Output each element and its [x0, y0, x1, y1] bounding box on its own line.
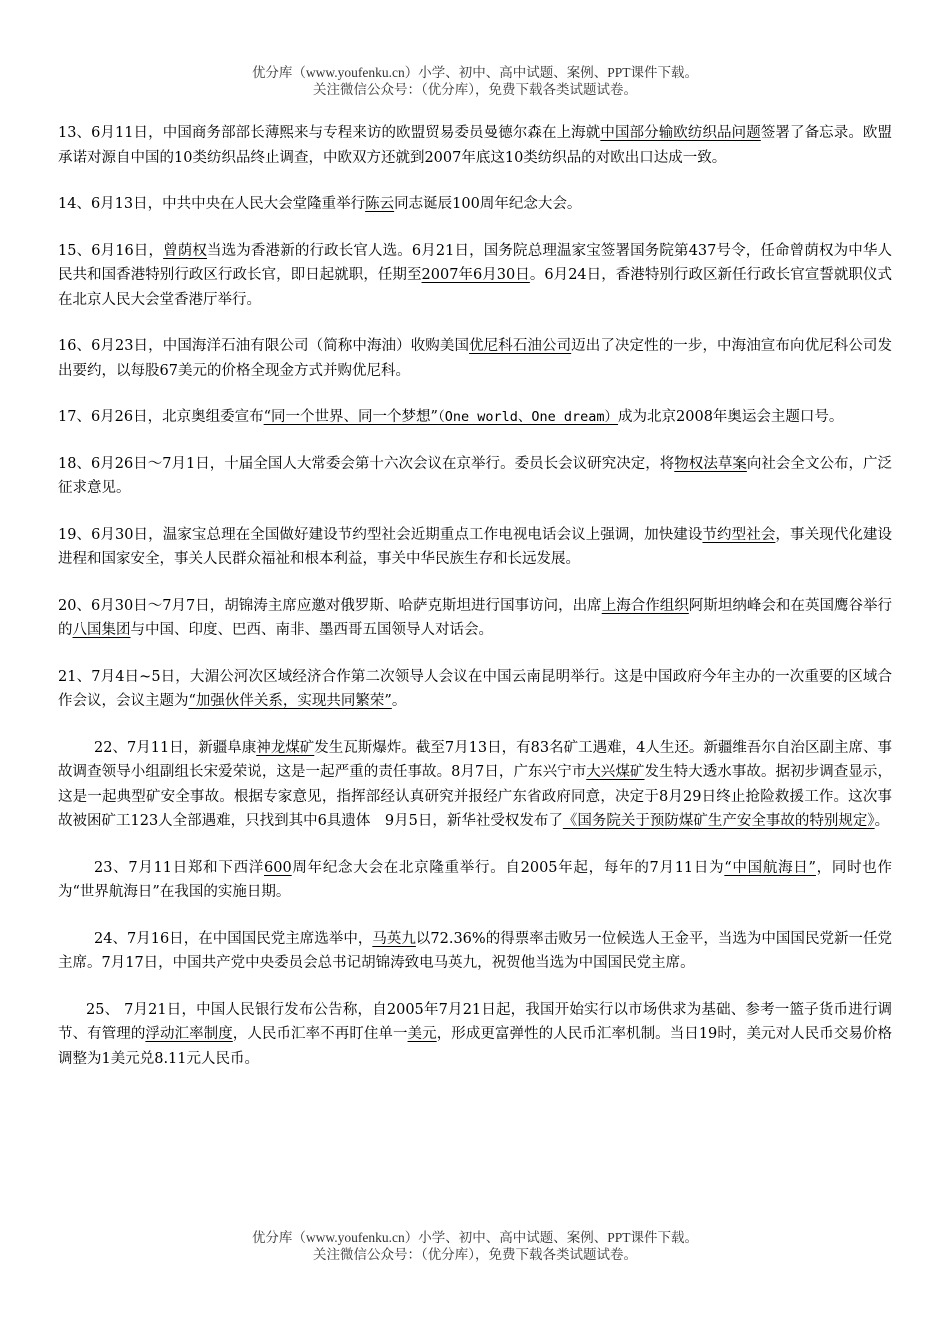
paragraph-21: 21、7月4日~5日，大湄公河次区域经济合作第二次领导人会议在中国云南昆明举行。这是中国政府今年主办的一次重要的区域合作会议，会议主题为“加强伙伴关系，实现共同繁荣”。: [58, 668, 892, 709]
underlined-term: 大兴煤矿: [586, 764, 645, 780]
paragraph-18: 18、6月26日～7月1日，十届全国人大常委会第十六次会议在京举行。委员长会议研究决定，将物权法草案向社会全文公布，广泛征求意见。: [58, 455, 893, 496]
paragraph-24: 24、7月16日，在中国国民党主席选举中，马英九以72.36%的得票率击败另一位候选人王金平，当选为中国国民党新一任党主席。7月17日，中国共产党中央委员会总书记胡锦涛致电马英九，祝贺他当选为中国国民党主席。: [58, 930, 892, 971]
underlined-term: 《国务院关于预防煤矿生产安全事故的特别规定》: [562, 813, 875, 829]
paragraph-14: 14、6月13日，中共中央在人民大会堂隆重举行陈云同志诞辰100周年纪念大会。: [58, 196, 582, 212]
header-line-1: 优分库（www.youfenku.cn）小学、初中、高中试题、案例、PPT课件下载。: [251, 65, 699, 80]
underlined-term: 优尼科石油公司: [469, 338, 572, 354]
underlined-term: 美元: [407, 1026, 437, 1042]
footer-line-1: 优分库（www.youfenku.cn）小学、初中、高中试题、案例、PPT课件下载。: [251, 1230, 699, 1245]
paragraph-17: 17、6月26日，北京奥组委宣布“同一个世界、同一个梦想”（One world、One dream）成为北京2008年奥运会主题口号。: [58, 409, 844, 425]
page-footer: [0, 1229, 950, 1263]
paragraph-22: 22、7月11日，新疆阜康神龙煤矿发生瓦斯爆炸。截至7月13日，有83名矿工遇难，4人生还。新疆维吾尔自治区副主席、事故调查领导小组副组长宋爱荣说，这是一起严重的责任事故。8月7日，广东兴宁市大兴煤矿发生特大透水事故。据初步调查显示，这是一起典型矿安全事故。根据专家意见，指挥部经认真研究并报经广东省政府同意，决定于8月29日终止抢险救援工作。这次事故被困矿工123人全部遇难，只找到其中6具遗体 9月5日，新华社受权发布了《国务院关于预防煤矿生产安全事故的特别规定》。: [58, 739, 892, 829]
paragraph-23: 23、7月11日郑和下西洋600周年纪念大会在北京隆重举行。自2005年起，每年的7月11日为“中国航海日”，同时也作为“世界航海日”在我国的实施日期。: [58, 859, 892, 900]
underlined-term: 上海合作组织: [601, 597, 689, 614]
document-body: [58, 121, 892, 1093]
underlined-term: （One world、One dream）: [437, 409, 619, 425]
underlined-term: 神龙煤矿: [256, 739, 315, 756]
paragraph-15: 15、6月16日，曾荫权当选为香港新的行政长官人选。6月21日，国务院总理温家宝签署国务院第437号令，任命曾荫权为中华人民共和国香港特别行政区行政长官，即日起就职，任期至2007年6月30日。6月24日，香港特别行政区新任行政长官宣誓就职仪式在北京人民大会堂香港厅举行。: [58, 242, 893, 308]
underlined-term: 中国部分输欧纺织品问题: [600, 125, 761, 141]
header-line-2: 关注微信公众号：（优分库），免费下载各类试题试卷。: [313, 82, 637, 97]
underlined-term: 陈云: [365, 196, 395, 212]
paragraph-19: 19、6月30日，温家宝总理在全国做好建设节约型社会近期重点工作电视电话会议上强调，加快建设节约型社会，事关现代化建设进程和国家安全，事关人民群众福祉和根本利益，事关中华民族生存和长远发展。: [58, 526, 893, 567]
paragraph-20: 20、6月30日～7月7日，胡锦涛主席应邀对俄罗斯、哈萨克斯坦进行国事访问，出席上海合作组织阿斯坦纳峰会和在英国鹰谷举行的八国集团与中国、印度、巴西、南非、墨西哥五国领导人对话会。: [58, 597, 893, 638]
paragraph-13: 13、6月11日，中国商务部部长薄熙来与专程来访的欧盟贸易委员曼德尔森在上海就中国部分输欧纺织品问题签署了备忘录。欧盟承诺对源自中国的10类纺织品终止调查，中欧双方还就到2007年底这10类纺织品的对欧出口达成一致。: [58, 125, 893, 166]
footer-line-2: 关注微信公众号：（优分库），免费下载各类试题试卷。: [313, 1247, 637, 1262]
underlined-term: 节约型社会: [702, 526, 776, 543]
underlined-term: “加强伙伴关系，实现共同繁荣”: [188, 693, 392, 709]
page-header: [0, 64, 950, 98]
underlined-term: 2007年6月30日: [421, 267, 530, 283]
paragraph-16: 16、6月23日，中国海洋石油有限公司（简称中海油）收购美国优尼科石油公司迈出了决定性的一步，中海油宣布向优尼科公司发出要约，以每股67美元的价格全现金方式并购优尼科。: [58, 338, 892, 379]
underlined-term: 马英九: [372, 930, 416, 947]
underlined-term: 八国集团: [72, 622, 131, 638]
underlined-term: 物权法草案: [674, 455, 747, 472]
paragraph-25: 25、 7月21日，中国人民银行发布公告称，自2005年7月21日起，我国开始实行以市场供求为基础、参考一篮子货币进行调节、有管理的浮动汇率制度，人民币汇率不再盯住单一美元，形成更富弹性的人民币汇率机制。当日19时，美元对人民币交易价格调整为1美元兑8.11元人民币。: [58, 1001, 893, 1067]
underlined-term: “同一个世界、同一个梦想”: [263, 409, 438, 425]
underlined-term: “中国航海日”: [724, 859, 816, 876]
underlined-term: 浮动汇率制度: [145, 1026, 233, 1042]
underlined-term: 曾荫权: [163, 242, 208, 259]
underlined-term: 600: [264, 859, 292, 876]
